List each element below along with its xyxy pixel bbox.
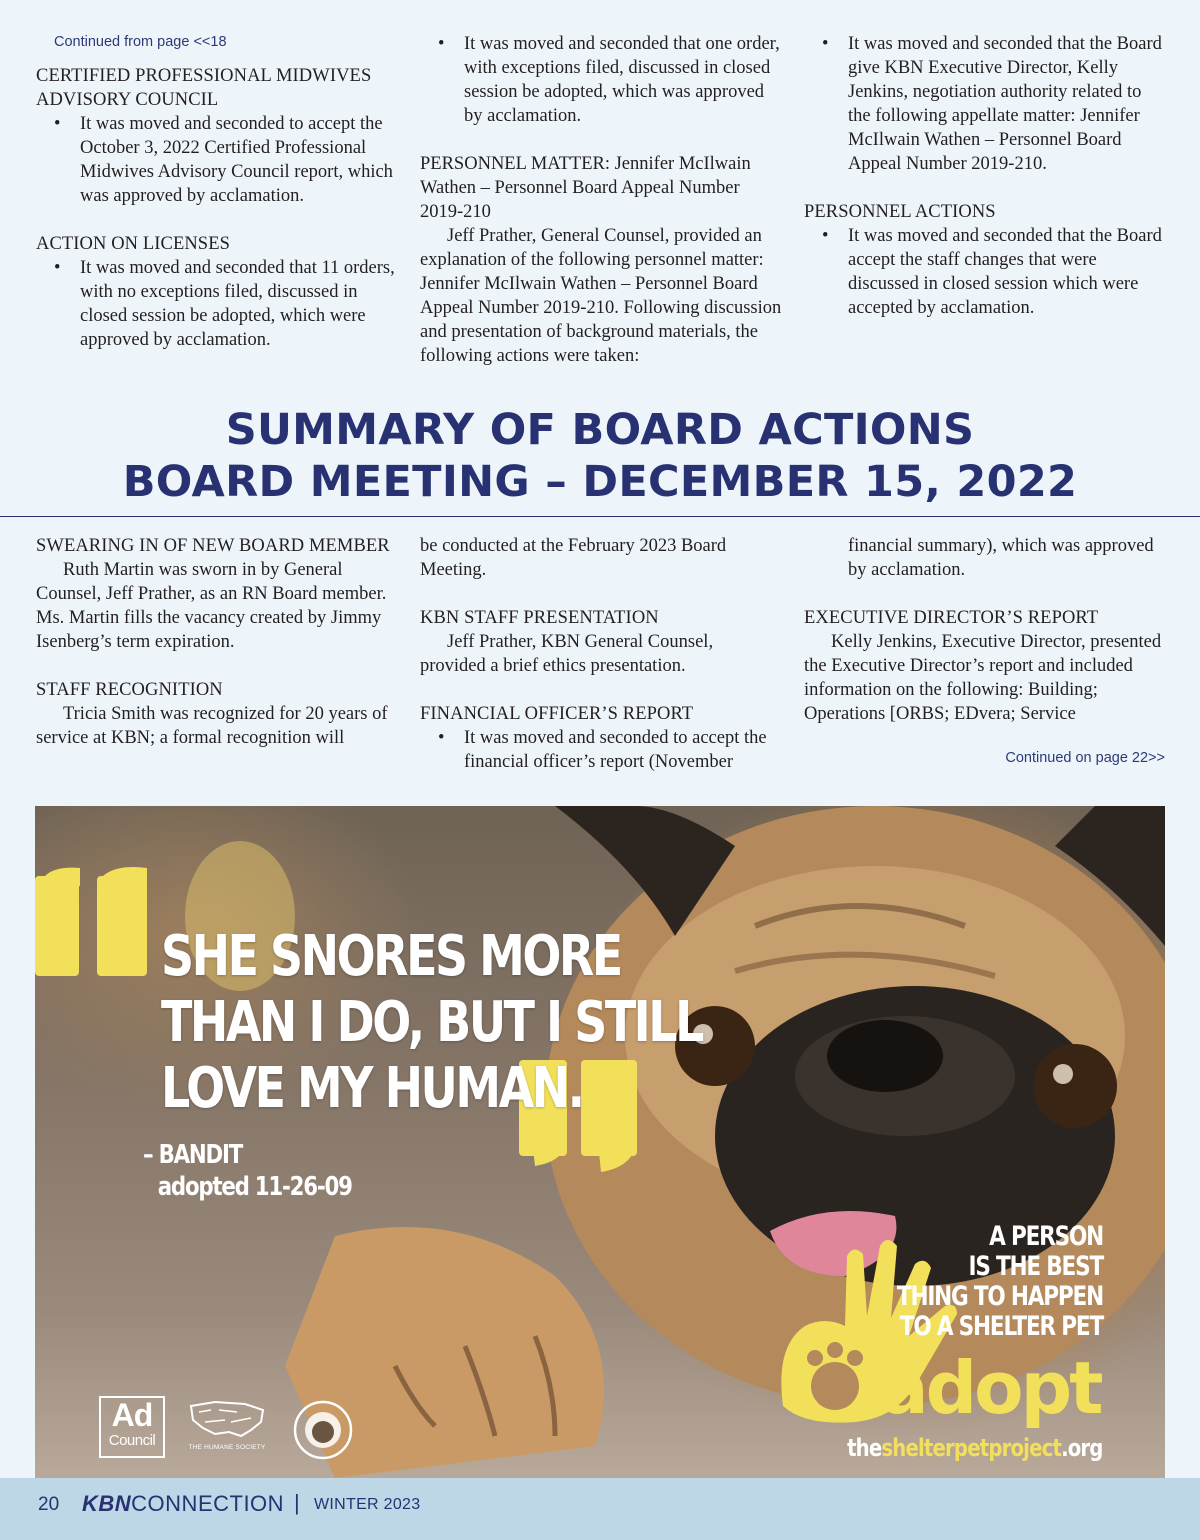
issue-label: WINTER 2023 <box>314 1496 421 1513</box>
ad-tagline-line1: A PERSON <box>989 1221 1103 1252</box>
swearing-heading: SWEARING IN OF NEW BOARD MEMBER <box>36 536 390 556</box>
summary-title-line1: SUMMARY OF BOARD ACTIONS <box>225 405 975 455</box>
ad-council-logo-bottom: Council <box>108 1432 156 1449</box>
ad-quote-line3: LOVE MY HUMAN. <box>161 1056 583 1121</box>
humane-society-label: THE HUMANE SOCIETY <box>188 1444 266 1451</box>
licenses-heading: ACTION ON LICENSES <box>36 234 230 254</box>
midwives-bullet: • It was moved and seconded to accept the October 3, 2022 Certified Professional Midwives Advisory Council report, which was approved by acclamation. <box>36 112 398 208</box>
section-divider <box>0 516 1200 517</box>
ad-quote <box>161 924 702 1122</box>
authority-bullet: • It was moved and seconded that the Board give KBN Executive Director, Kelly Jenkins, negotiation authority related to the following appellate matter: Jennifer McIlwain Wathen – Personnel Board Appeal Number 2019-210. <box>804 32 1166 176</box>
personnel-matter-title: Jennifer McIlwain Wathen – Personnel Board Appeal Number 2019-210 <box>420 154 751 222</box>
summary-title-line2: BOARD MEETING – DECEMBER 15, 2022 <box>122 457 1078 507</box>
midwives-heading: CERTIFIED PROFESSIONAL MIDWIVES ADVISORY COUNCIL <box>36 66 372 110</box>
ad-tagline <box>863 1222 1103 1342</box>
authority-list <box>804 32 1166 176</box>
ad-url-suffix: .org <box>1061 1434 1103 1462</box>
financial-list <box>420 726 782 774</box>
bottom-column-2 <box>420 534 782 774</box>
ad-tagline-line4: TO A SHELTER PET <box>899 1311 1103 1342</box>
staff-recognition-body: Tricia Smith was recognized for 20 years of service at KBN; a formal recognition will <box>36 704 388 748</box>
staff-recognition-continued: be conducted at the February 2023 Board Meeting. <box>420 536 727 580</box>
personnel-matter-label: PERSONNEL MATTER: <box>420 154 610 174</box>
maddies-fund-logo <box>293 1400 353 1460</box>
humane-society-logo <box>185 1396 269 1458</box>
top-column-2 <box>420 32 782 368</box>
midwives-list <box>36 112 398 208</box>
swearing-body: Ruth Martin was sworn in by General Counsel, Jeff Prather, as an RN Board member. Ms. Martin fills the vacancy created by Jimmy Isenberg’s term expiration. <box>36 560 387 652</box>
personnel-matter-body: Jeff Prather, General Counsel, provided an explanation of the following personnel matter: Jennifer McIlwain Wathen – Personnel Board Appeal Number 2019-210. Following discussion and presentation of background materials, the following actions were taken: <box>420 226 782 366</box>
personnel-actions-heading: PERSONNEL ACTIONS <box>804 202 996 222</box>
licenses-bullet: • It was moved and seconded that 11 orders, with no exceptions filed, discussed in closed session be adopted, which were approved by acclamation. <box>36 256 398 352</box>
ad-quote-line2: THAN I DO, BUT I STILL <box>161 990 702 1055</box>
personnel-matter-heading <box>420 152 782 224</box>
staff-presentation-heading: KBN STAFF PRESENTATION <box>420 608 659 628</box>
financial-report-heading: FINANCIAL OFFICER’S REPORT <box>420 704 694 724</box>
usa-map-icon <box>185 1396 269 1442</box>
ad-attribution-name: – BANDIT <box>143 1140 243 1170</box>
brand-connection: CONNECTION <box>131 1491 285 1516</box>
publication-brand <box>82 1491 284 1517</box>
ad-council-logo <box>99 1396 165 1458</box>
continued-on-note: Continued on page 22>> <box>1005 750 1165 766</box>
brand-kbn: KBN <box>82 1491 132 1516</box>
order-bullet: • It was moved and seconded that one order, with exceptions filed, discussed in closed session be adopted, which was approved by acclamation. <box>420 32 782 128</box>
page-footer <box>0 1478 1200 1540</box>
continued-from-note: Continued from page <<18 <box>54 34 227 50</box>
financial-continued: financial summary), which was approved by acclamation. <box>848 536 1154 580</box>
ad-attribution <box>143 1139 352 1203</box>
executive-report-body: Kelly Jenkins, Executive Director, presented the Executive Director’s report and included information on the following: Building; Operations [ORBS; EDvera; Service <box>804 632 1162 724</box>
ad-url <box>848 1434 1103 1462</box>
top-column-1 <box>36 64 398 352</box>
ad-tagline-line3: THING TO HAPPEN <box>896 1281 1103 1312</box>
personnel-actions-bullet: • It was moved and seconded that the Board accept the staff changes that were discussed in closed session which were accepted by acclamation. <box>804 224 1166 320</box>
open-quote-mark <box>35 867 147 976</box>
order-list <box>420 32 782 128</box>
ad-quote-line1: SHE SNORES MORE <box>161 924 621 989</box>
executive-report-heading: EXECUTIVE DIRECTOR’S REPORT <box>804 608 1099 628</box>
ad-tagline-line2: IS THE BEST <box>968 1251 1103 1282</box>
bottom-column-1 <box>36 534 398 750</box>
staff-presentation-body: Jeff Prather, KBN General Counsel, provided a brief ethics presentation. <box>420 632 714 676</box>
ad-url-prefix: the <box>847 1434 882 1462</box>
staff-recognition-heading: STAFF RECOGNITION <box>36 680 223 700</box>
financial-bullet: • It was moved and seconded to accept the financial officer’s report (November <box>420 726 782 774</box>
ad-adopt-word: adopt <box>880 1346 1101 1430</box>
ad-url-main: shelterpetproject <box>881 1434 1062 1462</box>
ad-council-logo-top: Ad <box>111 1397 153 1433</box>
summary-title <box>0 404 1200 508</box>
footer-separator: | <box>294 1490 300 1515</box>
top-column-3 <box>804 32 1166 320</box>
shelter-pet-advertisement <box>35 806 1165 1478</box>
personnel-actions-list <box>804 224 1166 320</box>
page-number: 20 <box>38 1494 60 1515</box>
bottom-column-3 <box>804 534 1166 726</box>
ad-adopted-date: adopted 11-26-09 <box>157 1172 352 1202</box>
licenses-list <box>36 256 398 352</box>
